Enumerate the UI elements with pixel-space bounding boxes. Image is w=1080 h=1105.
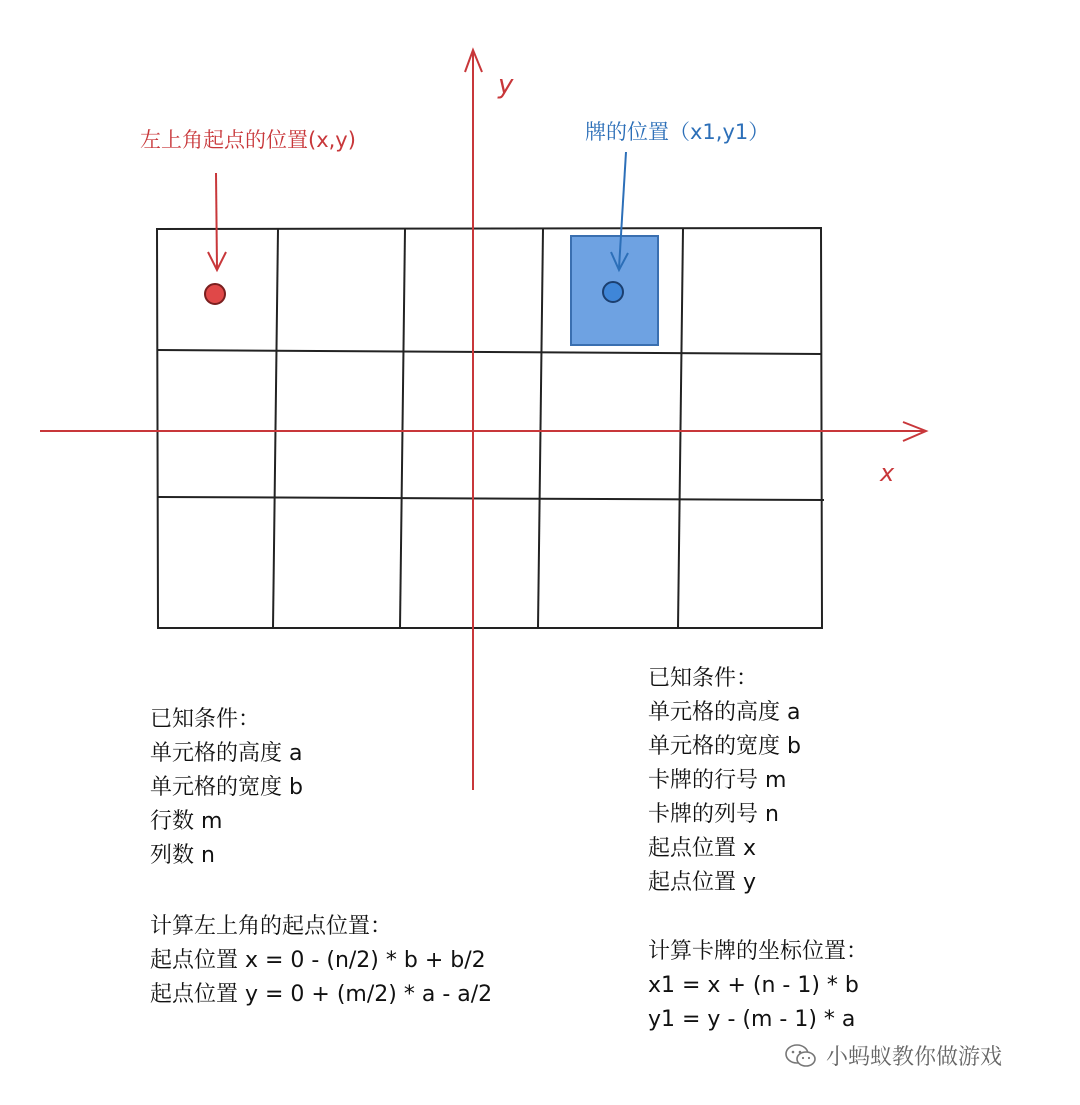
x-axis-label: x <box>880 459 895 487</box>
start-point-dot <box>205 284 225 304</box>
grid-col-line <box>678 229 683 628</box>
y-axis-label: y <box>498 70 514 100</box>
right-known-title: 已知条件： <box>648 666 759 691</box>
watermark <box>784 1040 1002 1071</box>
right-known-item: 单元格的宽度 b <box>648 734 801 759</box>
wechat-icon <box>784 1043 818 1069</box>
watermark-text: 小蚂蚁教你做游戏 <box>826 1045 1003 1070</box>
right-known-block <box>648 662 801 900</box>
grid-row-line <box>157 350 822 354</box>
left-known-item: 单元格的宽度 b <box>150 775 303 800</box>
left-known-block <box>150 703 303 873</box>
left-calc-title: 计算左上角的起点位置： <box>150 914 393 939</box>
start-point-label: 左上角起点的位置(x,y) <box>140 128 356 152</box>
grid-col-line <box>538 229 543 628</box>
left-calc-formula: 起点位置 y = 0 + (m/2) * a - a/2 <box>150 982 493 1007</box>
right-known-item: 卡牌的行号 m <box>648 768 787 793</box>
right-calc-formula: y1 = y - (m - 1) * a <box>648 1007 856 1032</box>
left-known-item: 单元格的高度 a <box>150 741 303 766</box>
left-known-title: 已知条件： <box>150 707 261 732</box>
grid-col-line <box>273 229 278 628</box>
start-point-arrow <box>208 173 226 270</box>
left-known-item: 行数 m <box>150 809 223 834</box>
card-point-dot <box>603 282 623 302</box>
right-calc-block <box>648 935 868 1037</box>
right-known-item: 单元格的高度 a <box>648 700 801 725</box>
grid-border <box>157 228 822 628</box>
card-position-label: 牌的位置（x1,y1） <box>585 120 770 144</box>
right-calc-title: 计算卡牌的坐标位置： <box>648 939 869 964</box>
grid <box>157 228 824 628</box>
left-calc-block <box>150 910 492 1012</box>
right-known-item: 起点位置 y <box>648 870 757 895</box>
grid-col-line <box>400 229 405 628</box>
right-calc-formula: x1 = x + (n - 1) * b <box>648 973 859 998</box>
right-known-item: 起点位置 x <box>648 836 757 861</box>
left-known-item: 列数 n <box>150 843 215 868</box>
left-calc-formula: 起点位置 x = 0 - (n/2) * b + b/2 <box>150 948 486 973</box>
right-known-item: 卡牌的列号 n <box>648 802 779 827</box>
grid-row-line <box>158 497 824 500</box>
